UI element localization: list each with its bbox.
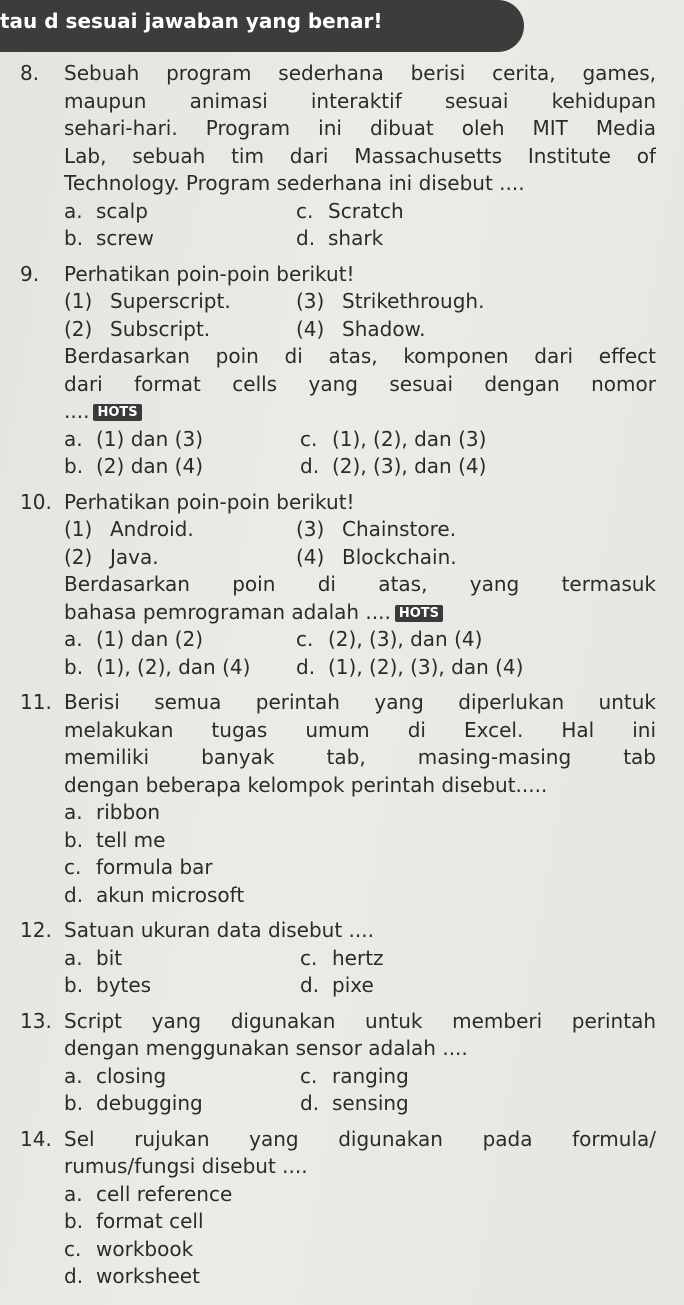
point-4 [296, 544, 528, 572]
question-13 [0, 1008, 684, 1118]
option-label: b. [64, 1209, 84, 1233]
question-text-line: Satuan ukuran data disebut .... [64, 918, 374, 942]
question-10 [0, 489, 684, 682]
option-label: c. [300, 426, 318, 451]
question-text: bahasa pemrograman adalah .... [64, 599, 391, 624]
option-label: a. [64, 627, 83, 651]
option-label: d. [296, 654, 316, 679]
option-c[interactable] [64, 854, 324, 882]
option-text: debugging [96, 1091, 203, 1115]
option-text: format cell [96, 1209, 204, 1233]
question-text-line [64, 599, 656, 627]
question-text-line: memiliki banyak tab, masing-masing tab [64, 745, 656, 769]
question-intro: Perhatikan poin-poin berikut! [64, 261, 355, 286]
option-a[interactable] [64, 945, 300, 973]
point-label: (4) [296, 316, 325, 341]
option-c[interactable] [64, 1236, 324, 1264]
option-label: a. [64, 945, 83, 970]
option-a[interactable] [64, 799, 324, 827]
option-label: c. [300, 945, 318, 970]
question-number: 14. [20, 1126, 52, 1151]
option-label: b. [64, 1091, 84, 1115]
option-text: bit [96, 945, 123, 970]
option-d[interactable] [296, 654, 528, 682]
point-label: (1) [64, 289, 93, 313]
question-9 [0, 261, 684, 481]
option-label: a. [64, 1181, 83, 1206]
option-text: closing [96, 1063, 167, 1088]
point-label: (1) [64, 517, 93, 541]
point-label: (2) [64, 316, 93, 341]
point-2 [64, 544, 296, 572]
option-label: d. [64, 882, 84, 907]
instruction-banner [0, 0, 524, 52]
point-text: Strikethrough. [342, 289, 485, 313]
option-label: a. [64, 800, 83, 824]
option-label: c. [296, 198, 314, 223]
option-a[interactable] [64, 626, 296, 654]
option-text: (1) dan (3) [96, 426, 204, 451]
point-text: Android. [110, 517, 194, 541]
question-text-line: Sebuah program sederhana berisi cerita, games, [64, 61, 656, 85]
option-a[interactable] [64, 1181, 324, 1209]
option-text: (1), (2), dan (4) [96, 654, 251, 679]
option-text: bytes [96, 973, 152, 997]
point-text: Shadow. [342, 316, 426, 341]
question-12 [0, 917, 684, 1000]
option-label: d. [64, 1264, 84, 1288]
option-label: a. [64, 1063, 83, 1088]
option-label: c. [64, 1236, 82, 1261]
option-b[interactable] [64, 654, 296, 682]
option-label: b. [64, 827, 84, 852]
question-text-line: melakukan tugas umum di Excel. Hal ini [64, 717, 656, 742]
point-3 [296, 288, 528, 316]
option-label: a. [64, 426, 83, 451]
option-text: akun microsoft [96, 882, 245, 907]
option-text: shark [328, 226, 384, 250]
option-text: sensing [332, 1091, 409, 1115]
option-text: ribbon [96, 800, 161, 824]
point-4 [296, 316, 528, 344]
question-text-line: dengan beberapa kelompok perintah disebut..... [64, 772, 548, 797]
option-c[interactable] [300, 1063, 536, 1091]
option-label: c. [300, 1063, 318, 1088]
point-text: Subscript. [110, 316, 211, 341]
question-text-line: Technology. Program sederhana ini disebut .... [64, 171, 525, 195]
ellipsis: .... [64, 399, 90, 423]
question-number: 12. [20, 918, 52, 942]
question-text-line: Script yang digunakan untuk memberi perintah [64, 1008, 656, 1033]
point-label: (2) [64, 544, 93, 569]
option-label: b. [64, 226, 84, 250]
question-number: 13. [20, 1008, 52, 1033]
option-text: pixe [332, 973, 374, 997]
point-2 [64, 316, 296, 344]
option-a[interactable] [64, 198, 296, 226]
option-text: ranging [332, 1063, 409, 1088]
point-text: Superscript. [110, 289, 231, 313]
option-b[interactable] [64, 1090, 300, 1118]
option-label: d. [296, 226, 316, 250]
question-8 [0, 60, 684, 253]
question-text-line: Lab, sebuah tim dari Massachusetts Institute of [64, 143, 656, 168]
option-text: hertz [332, 945, 384, 970]
question-number: 10. [20, 489, 52, 514]
point-1 [64, 288, 296, 316]
point-text: Chainstore. [342, 517, 457, 541]
option-label: d. [300, 1091, 320, 1115]
option-b[interactable] [64, 827, 324, 855]
point-1 [64, 516, 296, 544]
option-text: scalp [96, 198, 148, 223]
option-label: b. [64, 654, 84, 679]
point-3 [296, 516, 528, 544]
option-label: d. [300, 973, 320, 997]
hots-badge: HOTS [93, 404, 141, 421]
option-a[interactable] [64, 426, 300, 454]
option-c[interactable] [296, 198, 528, 226]
option-text: (2), (3), dan (4) [332, 454, 487, 478]
option-label: a. [64, 198, 83, 223]
question-text-line: Sel rujukan yang digunakan pada formula/ [64, 1126, 656, 1151]
point-label: (4) [296, 544, 325, 569]
question-text-line: maupun animasi interaktif sesuai kehidupan [64, 88, 656, 113]
instruction-text: tau d sesuai jawaban yang benar! [0, 9, 383, 33]
option-label: b. [64, 454, 84, 478]
option-d[interactable] [64, 1263, 324, 1291]
question-text-line: sehari-hari. Program ini dibuat oleh MIT Media [64, 116, 656, 140]
hots-badge: HOTS [395, 605, 443, 622]
option-c[interactable] [300, 426, 536, 454]
point-label: (3) [296, 289, 325, 313]
option-c[interactable] [300, 945, 536, 973]
option-b[interactable] [64, 453, 300, 481]
option-text: (1), (2), dan (3) [332, 426, 487, 451]
question-11 [0, 689, 684, 909]
option-d[interactable] [300, 972, 536, 1000]
point-text: Blockchain. [342, 544, 457, 569]
option-label: c. [296, 627, 314, 651]
question-text-line: Berisi semua perintah yang diperlukan untuk [64, 690, 656, 714]
option-b[interactable] [64, 1208, 324, 1236]
question-text-line: Berdasarkan poin di atas, komponen dari effect [64, 344, 656, 368]
option-d[interactable] [296, 225, 528, 253]
option-text: (2), (3), dan (4) [328, 627, 483, 651]
option-d[interactable] [64, 882, 324, 910]
question-number: 8. [20, 61, 40, 85]
option-text: cell reference [96, 1181, 233, 1206]
option-text: worksheet [96, 1264, 200, 1288]
question-text-line: dengan menggunakan sensor adalah .... [64, 1036, 468, 1060]
question-14 [0, 1126, 684, 1291]
question-intro: Perhatikan poin-poin berikut! [64, 489, 355, 514]
option-b[interactable] [64, 225, 296, 253]
option-a[interactable] [64, 1063, 300, 1091]
question-text-line: rumus/fungsi disebut .... [64, 1154, 308, 1178]
option-d[interactable] [300, 1090, 536, 1118]
option-text: Scratch [328, 198, 404, 223]
question-number: 9. [20, 261, 40, 286]
option-text: (2) dan (4) [96, 454, 204, 478]
option-d[interactable] [300, 453, 536, 481]
option-text: (1), (2), (3), dan (4) [328, 654, 524, 679]
question-text-line [64, 398, 656, 426]
option-text: tell me [96, 827, 166, 852]
option-label: b. [64, 973, 84, 997]
option-text: (1) dan (2) [96, 627, 204, 651]
option-text: formula bar [96, 855, 213, 879]
option-b[interactable] [64, 972, 300, 1000]
option-text: screw [96, 226, 154, 250]
point-text: Java. [110, 544, 159, 569]
question-list [0, 60, 684, 1291]
option-c[interactable] [296, 626, 528, 654]
option-label: c. [64, 855, 82, 879]
question-text-line: Berdasarkan poin di atas, yang termasuk [64, 572, 656, 596]
point-label: (3) [296, 517, 325, 541]
question-number: 11. [20, 690, 52, 714]
option-text: workbook [96, 1236, 194, 1261]
option-label: d. [300, 454, 320, 478]
question-text-line: dari format cells yang sesuai dengan nomor [64, 371, 656, 396]
